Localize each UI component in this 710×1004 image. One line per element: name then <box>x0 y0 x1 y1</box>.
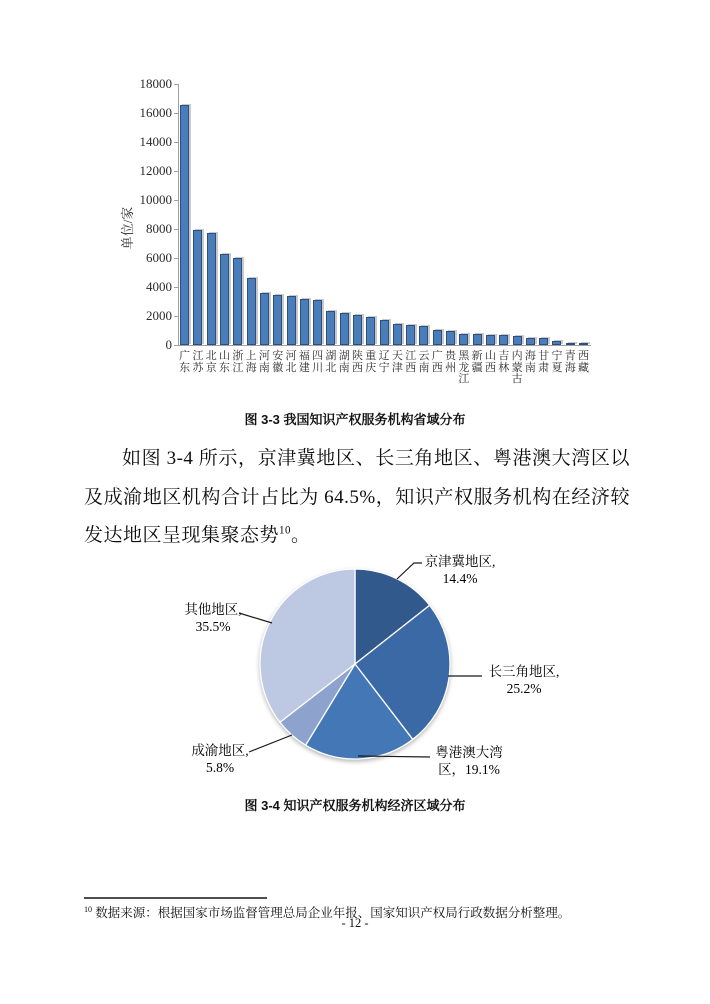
bar-slot <box>244 84 257 345</box>
bar-浙江 <box>233 258 242 345</box>
bar-slot <box>231 84 244 345</box>
bar-slot <box>218 84 231 345</box>
bar-山东 <box>220 254 229 345</box>
bar-河南 <box>260 293 269 345</box>
x-axis-label: 海南 <box>524 350 536 374</box>
x-label-slot <box>324 351 337 386</box>
bar-河北 <box>287 296 296 345</box>
bar-四川 <box>313 300 322 345</box>
x-axis-label: 贵州 <box>445 350 457 374</box>
bar-青海 <box>566 343 575 345</box>
x-label-slot <box>484 351 497 386</box>
y-axis-title: 单位/家 <box>120 206 135 250</box>
pie-label-line: 5.8% <box>205 760 235 775</box>
bar-宁夏 <box>552 341 561 345</box>
bar-slot <box>417 84 430 345</box>
pie-label-line: 京津冀地区, <box>424 554 496 569</box>
x-label-slot <box>244 351 257 386</box>
bar-plot-area <box>178 84 590 345</box>
bar-新疆 <box>473 334 482 345</box>
bar-陕西 <box>353 315 362 345</box>
footnote-marker: 10 <box>84 905 93 914</box>
bar-江苏 <box>193 230 202 345</box>
x-axis-label: 云南 <box>418 350 430 374</box>
x-label-slot <box>550 351 563 386</box>
x-label-slot <box>351 351 364 386</box>
pie-label-line: 其他地区, <box>184 602 242 617</box>
y-axis-tick-label: 14000 <box>139 134 172 149</box>
y-axis-tick-label: 0 <box>165 337 172 352</box>
x-axis-label: 福建 <box>298 350 310 374</box>
pie-label-line: 区，19.1% <box>438 762 500 777</box>
x-label-slot <box>338 351 351 386</box>
x-axis-label: 天津 <box>391 350 403 374</box>
x-axis-label: 西藏 <box>578 350 590 374</box>
bar-slot <box>298 84 311 345</box>
x-axis-label: 山东 <box>219 350 231 374</box>
bar-福建 <box>300 299 309 345</box>
x-axis-label: 辽宁 <box>378 350 390 374</box>
x-label-slot <box>404 351 417 386</box>
x-label-slot <box>457 351 470 386</box>
bar-slot <box>497 84 510 345</box>
figure-3-3-caption: 图 3-3 我国知识产权服务机构省域分布 <box>244 412 466 427</box>
x-label-slot <box>510 351 523 386</box>
bar-slot <box>404 84 417 345</box>
bar-广东 <box>180 105 189 345</box>
x-axis-label: 青海 <box>564 350 576 374</box>
bar-slot <box>431 84 444 345</box>
x-axis-labels <box>178 351 590 386</box>
x-axis-label: 黑龙江 <box>458 350 470 385</box>
pie-label-其他地区 <box>158 601 268 635</box>
bar-slot <box>391 84 404 345</box>
footnote-separator <box>84 897 267 899</box>
x-label-slot <box>298 351 311 386</box>
pie-slices <box>260 569 450 759</box>
y-axis-tick-label: 16000 <box>139 105 172 120</box>
bars <box>178 84 590 345</box>
pie-label-粤港澳大湾区 <box>414 744 524 778</box>
y-axis-tick-label: 10000 <box>139 192 172 207</box>
page-number: - 12 - <box>341 916 369 930</box>
bar-重庆 <box>366 317 375 345</box>
x-label-slot <box>391 351 404 386</box>
pie-label-line: 粤港澳大湾 <box>435 745 503 760</box>
x-axis-label: 江苏 <box>192 350 204 374</box>
x-label-slot <box>497 351 510 386</box>
bar-slot <box>457 84 470 345</box>
x-axis-label: 河北 <box>285 350 297 374</box>
x-axis-label: 山西 <box>484 350 496 374</box>
pie-label-line: 长三角地区, <box>488 664 560 679</box>
x-axis-label: 江西 <box>405 350 417 374</box>
x-axis-label: 湖北 <box>325 350 337 374</box>
bar-湖南 <box>340 313 349 345</box>
x-label-slot <box>178 351 191 386</box>
pie-label-line: 成渝地区, <box>191 743 249 758</box>
bar-slot <box>564 84 577 345</box>
pie-label-成渝地区 <box>165 742 275 776</box>
bar-山西 <box>486 335 495 345</box>
x-axis-label: 广西 <box>431 350 443 374</box>
x-label-slot <box>271 351 284 386</box>
x-axis-label: 浙江 <box>232 350 244 374</box>
x-axis-label: 上海 <box>245 350 257 374</box>
bar-内蒙古 <box>513 336 522 345</box>
bar-天津 <box>393 324 402 345</box>
bar-云南 <box>419 326 428 345</box>
bar-slot <box>377 84 390 345</box>
x-label-slot <box>524 351 537 386</box>
pie-label-京津冀地区 <box>405 553 515 587</box>
footnote-reference: 10 <box>279 524 292 537</box>
bar-吉林 <box>499 335 508 345</box>
bar-slot <box>524 84 537 345</box>
bar-西藏 <box>579 343 588 345</box>
paragraph-text-end: 。 <box>291 525 311 546</box>
x-axis-label: 新疆 <box>471 350 483 374</box>
pie-label-长三角地区 <box>469 663 579 697</box>
bar-贵州 <box>446 331 455 346</box>
pie-slice-其他地区 <box>260 569 355 722</box>
bar-slot <box>471 84 484 345</box>
bar-slot <box>205 84 218 345</box>
pie-slice-粤港澳大湾区 <box>306 664 413 759</box>
y-axis-tick-label: 4000 <box>146 279 172 294</box>
pie-label-line: 35.5% <box>195 619 231 634</box>
pie-label-line: 25.2% <box>506 681 542 696</box>
bar-slot <box>178 84 191 345</box>
x-axis-label: 重庆 <box>365 350 377 374</box>
y-axis-tick-label: 12000 <box>139 163 172 178</box>
x-label-slot <box>537 351 550 386</box>
x-axis-label: 湖南 <box>338 350 350 374</box>
x-label-slot <box>364 351 377 386</box>
x-label-slot <box>205 351 218 386</box>
bar-slot <box>271 84 284 345</box>
bar-slot <box>351 84 364 345</box>
x-axis-label: 宁夏 <box>551 350 563 374</box>
bar-slot <box>537 84 550 345</box>
bar-slot <box>364 84 377 345</box>
bar-湖北 <box>326 311 335 345</box>
bar-广西 <box>433 330 442 345</box>
bar-slot <box>484 84 497 345</box>
bar-黑龙江 <box>459 334 468 345</box>
bar-slot <box>510 84 523 345</box>
x-axis-label: 陕西 <box>352 350 363 374</box>
pie-slice-长三角地区 <box>355 605 450 739</box>
y-axis-tick-label: 18000 <box>139 76 172 91</box>
x-axis-label: 河南 <box>258 350 270 374</box>
bar-安徽 <box>273 295 282 345</box>
body-paragraph <box>84 440 630 556</box>
bar-slot <box>550 84 563 345</box>
x-label-slot <box>284 351 297 386</box>
x-axis-label: 内蒙古 <box>511 350 523 385</box>
pie-slice-成渝地区 <box>280 664 355 745</box>
x-label-slot <box>191 351 204 386</box>
x-axis-line <box>174 345 591 346</box>
x-axis-label: 四川 <box>312 350 324 374</box>
bar-slot <box>338 84 351 345</box>
bar-辽宁 <box>380 320 389 345</box>
y-axis-tick-label: 8000 <box>146 221 172 236</box>
bar-slot <box>577 84 590 345</box>
x-axis-label: 广东 <box>179 350 191 374</box>
bar-海南 <box>526 338 535 345</box>
x-label-slot <box>471 351 484 386</box>
bar-slot <box>258 84 271 345</box>
bar-甘肃 <box>539 338 548 345</box>
bar-slot <box>324 84 337 345</box>
x-label-slot <box>564 351 577 386</box>
x-label-slot <box>431 351 444 386</box>
x-label-slot <box>311 351 324 386</box>
x-label-slot <box>377 351 390 386</box>
y-axis-tick-label: 2000 <box>146 308 172 323</box>
x-label-slot <box>444 351 457 386</box>
bar-slot <box>311 84 324 345</box>
x-axis-label: 安徽 <box>272 350 284 374</box>
figure-3-4-caption: 图 3-4 知识产权服务机构经济区域分布 <box>244 798 466 813</box>
bar-slot <box>444 84 457 345</box>
x-label-slot <box>577 351 590 386</box>
bar-江西 <box>406 325 415 345</box>
pie-label-line: 14.4% <box>442 571 478 586</box>
footnote-text: 数据来源：根据国家市场监督管理总局企业年报、国家知识产权局行政数据分析整理。 <box>92 906 571 921</box>
x-axis-label: 甘肃 <box>538 350 550 374</box>
x-label-slot <box>258 351 271 386</box>
bar-slot <box>191 84 204 345</box>
bar-上海 <box>247 278 256 345</box>
bar-北京 <box>207 233 216 345</box>
x-label-slot <box>231 351 244 386</box>
x-axis-label: 吉林 <box>498 350 510 374</box>
paragraph-text: 如图 3-4 所示，京津冀地区、长三角地区、粤港澳大湾区以及成渝地区机构合计占比为 64.5%，知识产权服务机构在经济较发达地区呈现集聚态势 <box>84 448 630 546</box>
y-axis-tick-label: 6000 <box>146 250 172 265</box>
x-axis-label: 北京 <box>205 350 217 374</box>
x-label-slot <box>218 351 231 386</box>
bar-slot <box>284 84 297 345</box>
x-label-slot <box>417 351 430 386</box>
